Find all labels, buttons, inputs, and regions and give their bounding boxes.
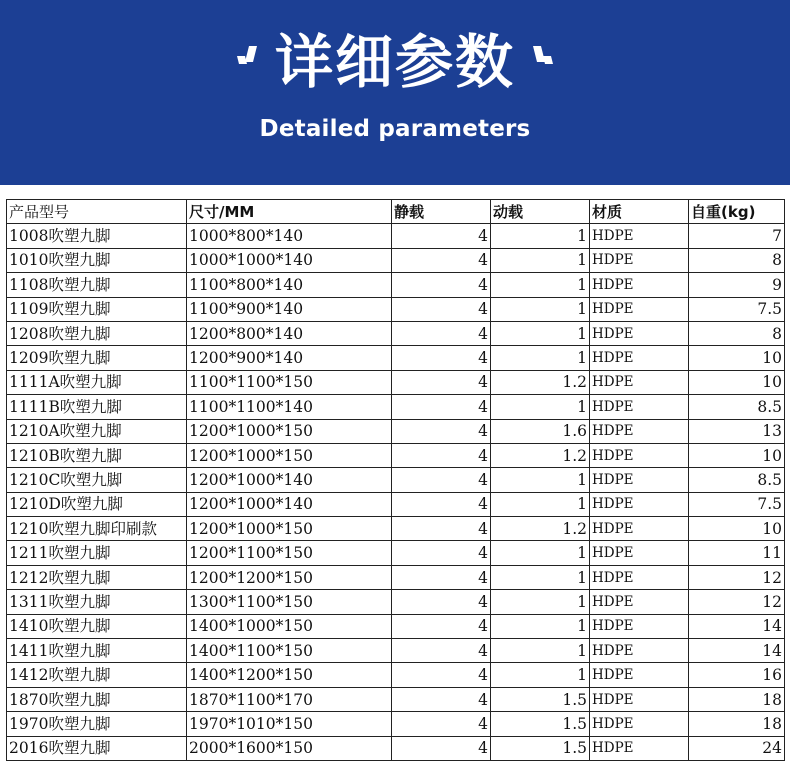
cell-material: HDPE bbox=[590, 663, 689, 687]
right-quote-icon bbox=[515, 42, 555, 82]
cell-material: HDPE bbox=[590, 614, 689, 638]
cell-weight: 11 bbox=[689, 541, 785, 565]
cell-model: 1412吹塑九脚 bbox=[7, 663, 187, 687]
table-row bbox=[7, 590, 785, 614]
cell-static-load: 4 bbox=[392, 639, 491, 663]
cell-size: 2000*1600*150 bbox=[187, 736, 392, 760]
table-row bbox=[7, 468, 785, 492]
cell-material: HDPE bbox=[590, 712, 689, 736]
cell-material: HDPE bbox=[590, 370, 689, 394]
cell-model: 1111B吹塑九脚 bbox=[7, 395, 187, 419]
cell-size: 1200*1100*150 bbox=[187, 541, 392, 565]
cell-dynamic-load: 1.6 bbox=[491, 419, 590, 443]
cell-dynamic-load: 1 bbox=[491, 541, 590, 565]
cell-material: HDPE bbox=[590, 517, 689, 541]
cell-weight: 24 bbox=[689, 736, 785, 760]
cell-weight: 18 bbox=[689, 712, 785, 736]
header-material: 材质 bbox=[590, 200, 689, 224]
cell-size: 1100*800*140 bbox=[187, 273, 392, 297]
cell-size: 1100*1100*150 bbox=[187, 370, 392, 394]
cell-size: 1200*1000*150 bbox=[187, 419, 392, 443]
cell-material: HDPE bbox=[590, 541, 689, 565]
cell-weight: 7 bbox=[689, 224, 785, 248]
cell-static-load: 4 bbox=[392, 443, 491, 467]
cell-material: HDPE bbox=[590, 395, 689, 419]
cell-static-load: 4 bbox=[392, 321, 491, 345]
cell-weight: 13 bbox=[689, 419, 785, 443]
cell-model: 1410吹塑九脚 bbox=[7, 614, 187, 638]
cell-model: 1411吹塑九脚 bbox=[7, 639, 187, 663]
cell-material: HDPE bbox=[590, 224, 689, 248]
cell-dynamic-load: 1.5 bbox=[491, 736, 590, 760]
cell-size: 1100*900*140 bbox=[187, 297, 392, 321]
table-row bbox=[7, 736, 785, 760]
cell-static-load: 4 bbox=[392, 419, 491, 443]
cell-size: 1870*1100*170 bbox=[187, 687, 392, 711]
table-row bbox=[7, 346, 785, 370]
cell-size: 1200*1200*150 bbox=[187, 565, 392, 589]
cell-dynamic-load: 1.5 bbox=[491, 687, 590, 711]
cell-static-load: 4 bbox=[392, 663, 491, 687]
cell-weight: 8 bbox=[689, 248, 785, 272]
cell-size: 1400*1200*150 bbox=[187, 663, 392, 687]
cell-material: HDPE bbox=[590, 321, 689, 345]
table-row bbox=[7, 712, 785, 736]
cell-dynamic-load: 1 bbox=[491, 639, 590, 663]
cell-model: 1108吹塑九脚 bbox=[7, 273, 187, 297]
cell-material: HDPE bbox=[590, 687, 689, 711]
cell-model: 1111A吹塑九脚 bbox=[7, 370, 187, 394]
cell-static-load: 4 bbox=[392, 297, 491, 321]
cell-static-load: 4 bbox=[392, 712, 491, 736]
cell-dynamic-load: 1 bbox=[491, 346, 590, 370]
cell-model: 1970吹塑九脚 bbox=[7, 712, 187, 736]
cell-size: 1100*1100*140 bbox=[187, 395, 392, 419]
cell-material: HDPE bbox=[590, 443, 689, 467]
table-header-row bbox=[7, 200, 785, 224]
cell-static-load: 4 bbox=[392, 468, 491, 492]
cell-size: 1970*1010*150 bbox=[187, 712, 392, 736]
cell-weight: 7.5 bbox=[689, 297, 785, 321]
cell-size: 1000*800*140 bbox=[187, 224, 392, 248]
cell-size: 1200*1000*140 bbox=[187, 492, 392, 516]
cell-model: 1210B吹塑九脚 bbox=[7, 443, 187, 467]
cell-size: 1200*1000*140 bbox=[187, 468, 392, 492]
cell-material: HDPE bbox=[590, 468, 689, 492]
cell-dynamic-load: 1.5 bbox=[491, 712, 590, 736]
cell-size: 1400*1000*150 bbox=[187, 614, 392, 638]
cell-size: 1200*1000*150 bbox=[187, 517, 392, 541]
cell-size: 1200*1000*150 bbox=[187, 443, 392, 467]
cell-weight: 16 bbox=[689, 663, 785, 687]
cell-material: HDPE bbox=[590, 492, 689, 516]
cell-static-load: 4 bbox=[392, 370, 491, 394]
cell-weight: 18 bbox=[689, 687, 785, 711]
cell-weight: 12 bbox=[689, 590, 785, 614]
cell-model: 1311吹塑九脚 bbox=[7, 590, 187, 614]
cell-material: HDPE bbox=[590, 590, 689, 614]
cell-model: 1210D吹塑九脚 bbox=[7, 492, 187, 516]
page-title: 详细参数 bbox=[274, 28, 515, 96]
parameters-table-container bbox=[6, 199, 785, 761]
cell-size: 1300*1100*150 bbox=[187, 590, 392, 614]
cell-dynamic-load: 1 bbox=[491, 663, 590, 687]
cell-dynamic-load: 1 bbox=[491, 273, 590, 297]
header-dynamic-load: 动载 bbox=[491, 200, 590, 224]
table-row bbox=[7, 517, 785, 541]
cell-weight: 10 bbox=[689, 443, 785, 467]
cell-material: HDPE bbox=[590, 736, 689, 760]
table-row bbox=[7, 248, 785, 272]
table-row bbox=[7, 224, 785, 248]
cell-model: 1211吹塑九脚 bbox=[7, 541, 187, 565]
cell-material: HDPE bbox=[590, 419, 689, 443]
cell-model: 1008吹塑九脚 bbox=[7, 224, 187, 248]
cell-dynamic-load: 1 bbox=[491, 224, 590, 248]
cell-model: 1210A吹塑九脚 bbox=[7, 419, 187, 443]
cell-static-load: 4 bbox=[392, 565, 491, 589]
cell-size: 1200*800*140 bbox=[187, 321, 392, 345]
cell-static-load: 4 bbox=[392, 395, 491, 419]
cell-material: HDPE bbox=[590, 273, 689, 297]
cell-static-load: 4 bbox=[392, 224, 491, 248]
table-row bbox=[7, 687, 785, 711]
table-row bbox=[7, 492, 785, 516]
table-row bbox=[7, 639, 785, 663]
cell-weight: 14 bbox=[689, 614, 785, 638]
page-subtitle: Detailed parameters bbox=[259, 116, 531, 142]
cell-size: 1200*900*140 bbox=[187, 346, 392, 370]
table-row bbox=[7, 663, 785, 687]
cell-weight: 9 bbox=[689, 273, 785, 297]
cell-model: 1212吹塑九脚 bbox=[7, 565, 187, 589]
table-row bbox=[7, 370, 785, 394]
table-row bbox=[7, 565, 785, 589]
cell-static-load: 4 bbox=[392, 517, 491, 541]
cell-static-load: 4 bbox=[392, 273, 491, 297]
cell-material: HDPE bbox=[590, 346, 689, 370]
cell-dynamic-load: 1 bbox=[491, 297, 590, 321]
cell-dynamic-load: 1 bbox=[491, 468, 590, 492]
table-row bbox=[7, 395, 785, 419]
cell-weight: 8 bbox=[689, 321, 785, 345]
cell-dynamic-load: 1 bbox=[491, 614, 590, 638]
cell-model: 1870吹塑九脚 bbox=[7, 687, 187, 711]
header-model: 产品型号 bbox=[7, 200, 187, 224]
cell-model: 1010吹塑九脚 bbox=[7, 248, 187, 272]
header-banner bbox=[0, 0, 790, 185]
cell-dynamic-load: 1 bbox=[491, 395, 590, 419]
cell-dynamic-load: 1 bbox=[491, 321, 590, 345]
cell-dynamic-load: 1 bbox=[491, 565, 590, 589]
header-size: 尺寸/MM bbox=[187, 200, 392, 224]
cell-dynamic-load: 1.2 bbox=[491, 370, 590, 394]
cell-size: 1000*1000*140 bbox=[187, 248, 392, 272]
cell-static-load: 4 bbox=[392, 736, 491, 760]
cell-size: 1400*1100*150 bbox=[187, 639, 392, 663]
cell-dynamic-load: 1 bbox=[491, 590, 590, 614]
cell-weight: 10 bbox=[689, 346, 785, 370]
cell-model: 1210吹塑九脚印刷款 bbox=[7, 517, 187, 541]
title-row bbox=[0, 22, 790, 102]
table-row bbox=[7, 321, 785, 345]
cell-weight: 8.5 bbox=[689, 468, 785, 492]
left-quote-icon bbox=[235, 42, 275, 82]
cell-static-load: 4 bbox=[392, 614, 491, 638]
table-row bbox=[7, 541, 785, 565]
cell-weight: 10 bbox=[689, 517, 785, 541]
cell-model: 1209吹塑九脚 bbox=[7, 346, 187, 370]
cell-dynamic-load: 1 bbox=[491, 492, 590, 516]
table-row bbox=[7, 614, 785, 638]
parameters-table bbox=[6, 199, 785, 761]
cell-material: HDPE bbox=[590, 297, 689, 321]
cell-static-load: 4 bbox=[392, 492, 491, 516]
cell-material: HDPE bbox=[590, 565, 689, 589]
cell-weight: 14 bbox=[689, 639, 785, 663]
cell-weight: 10 bbox=[689, 370, 785, 394]
table-row bbox=[7, 419, 785, 443]
cell-static-load: 4 bbox=[392, 346, 491, 370]
cell-dynamic-load: 1.2 bbox=[491, 517, 590, 541]
table-row bbox=[7, 297, 785, 321]
cell-dynamic-load: 1 bbox=[491, 248, 590, 272]
cell-dynamic-load: 1.2 bbox=[491, 443, 590, 467]
cell-static-load: 4 bbox=[392, 248, 491, 272]
cell-static-load: 4 bbox=[392, 590, 491, 614]
cell-weight: 7.5 bbox=[689, 492, 785, 516]
table-body bbox=[7, 224, 785, 761]
cell-model: 1210C吹塑九脚 bbox=[7, 468, 187, 492]
table-row bbox=[7, 443, 785, 467]
cell-weight: 12 bbox=[689, 565, 785, 589]
cell-model: 1109吹塑九脚 bbox=[7, 297, 187, 321]
table-row bbox=[7, 273, 785, 297]
header-weight: 自重(kg) bbox=[689, 200, 785, 224]
header-static-load: 静载 bbox=[392, 200, 491, 224]
cell-weight: 8.5 bbox=[689, 395, 785, 419]
cell-model: 1208吹塑九脚 bbox=[7, 321, 187, 345]
cell-material: HDPE bbox=[590, 639, 689, 663]
cell-static-load: 4 bbox=[392, 687, 491, 711]
cell-model: 2016吹塑九脚 bbox=[7, 736, 187, 760]
cell-static-load: 4 bbox=[392, 541, 491, 565]
cell-material: HDPE bbox=[590, 248, 689, 272]
